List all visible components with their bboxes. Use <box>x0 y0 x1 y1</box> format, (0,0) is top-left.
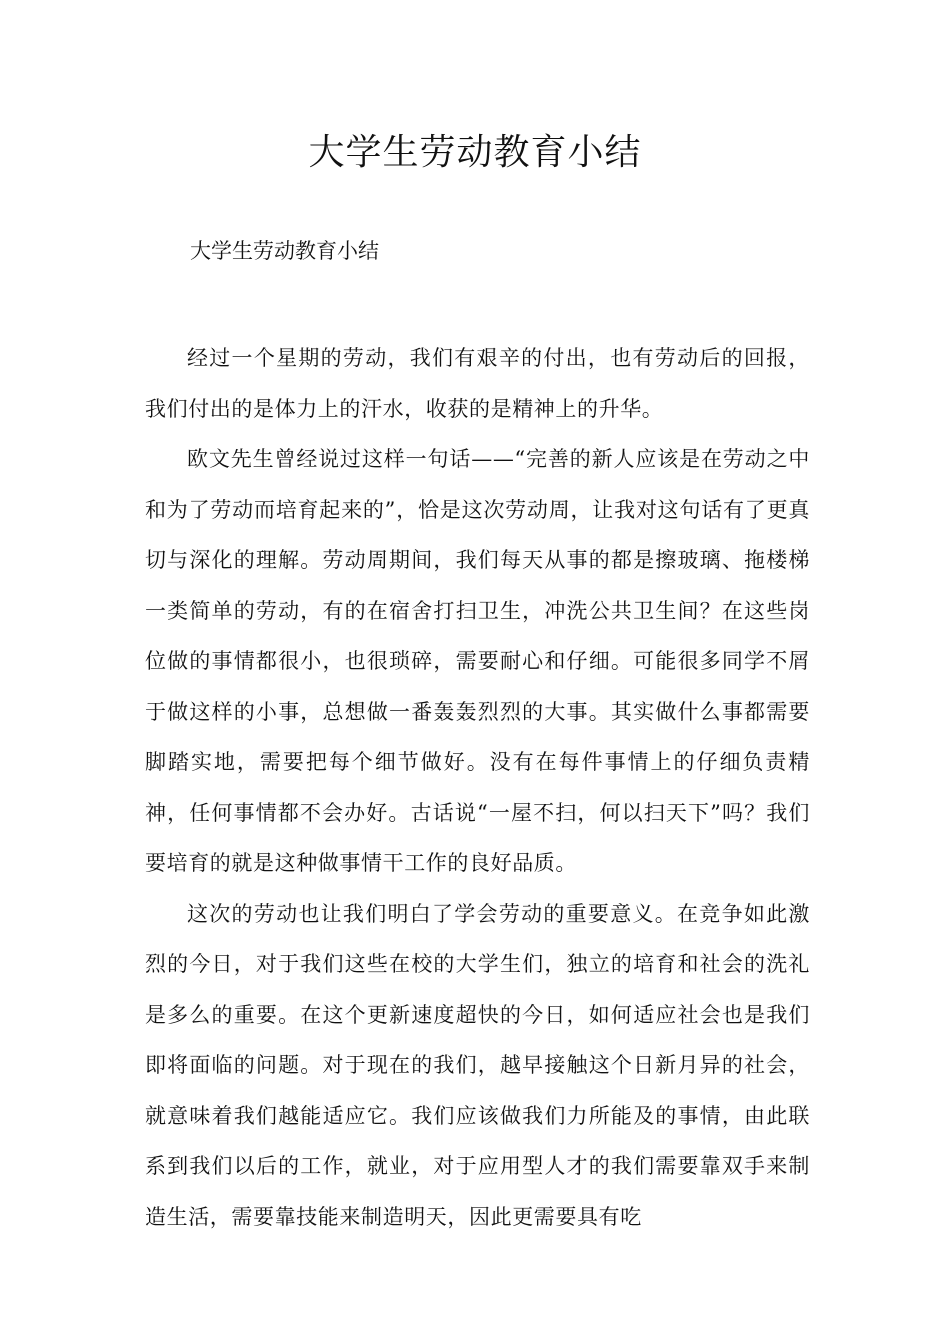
document-title: 大学生劳动教育小结 <box>308 132 642 173</box>
paragraph-1: 经过一个星期的劳动，我们有艰辛的付出，也有劳动后的回报，我们付出的是体力上的汗水，收获的是精神上的升华。 <box>145 346 810 421</box>
document-body <box>145 333 810 1242</box>
paragraph-2: 欧文先生曾经说过这样一句话——“完善的新人应该是在劳动之中和为了劳动而培育起来的”，恰是这次劳动周，让我对这句话有了更真切与深化的理解。劳动周期间，我们每天从事的都是擦玻璃、拖楼梯一类简单的劳动，有的在宿舍打扫卫生，冲洗公共卫生间？在这些岗位做的事情都很小，也很琐碎，需要耐心和仔细。可能很多同学不屑于做这样的小事，总想做一番轰轰烈烈的大事。其实做什么事都需要脚踏实地，需要把每个细节做好。没有在每件事情上的仔细负责精神，任何事情都不会办好。古话说“一屋不扫，何以扫天下”吗？我们要培育的就是这种做事情干工作的良好品质。 <box>145 447 810 875</box>
paragraph-3: 这次的劳动也让我们明白了学会劳动的重要意义。在竞争如此激烈的今日，对于我们这些在校的大学生们，独立的培育和社会的洗礼是多么的重要。在这个更新速度超快的今日，如何适应社会也是我们即将面临的问题。对于现在的我们，越早接触这个日新月异的社会，就意味着我们越能适应它。我们应该做我们力所能及的事情，由此联系到我们以后的工作，就业，对于应用型人才的我们需要靠双手来制造生活，需要靠技能来制造明天，因此更需要具有吃 <box>145 901 810 1229</box>
document-subtitle: 大学生劳动教育小结 <box>190 239 379 263</box>
